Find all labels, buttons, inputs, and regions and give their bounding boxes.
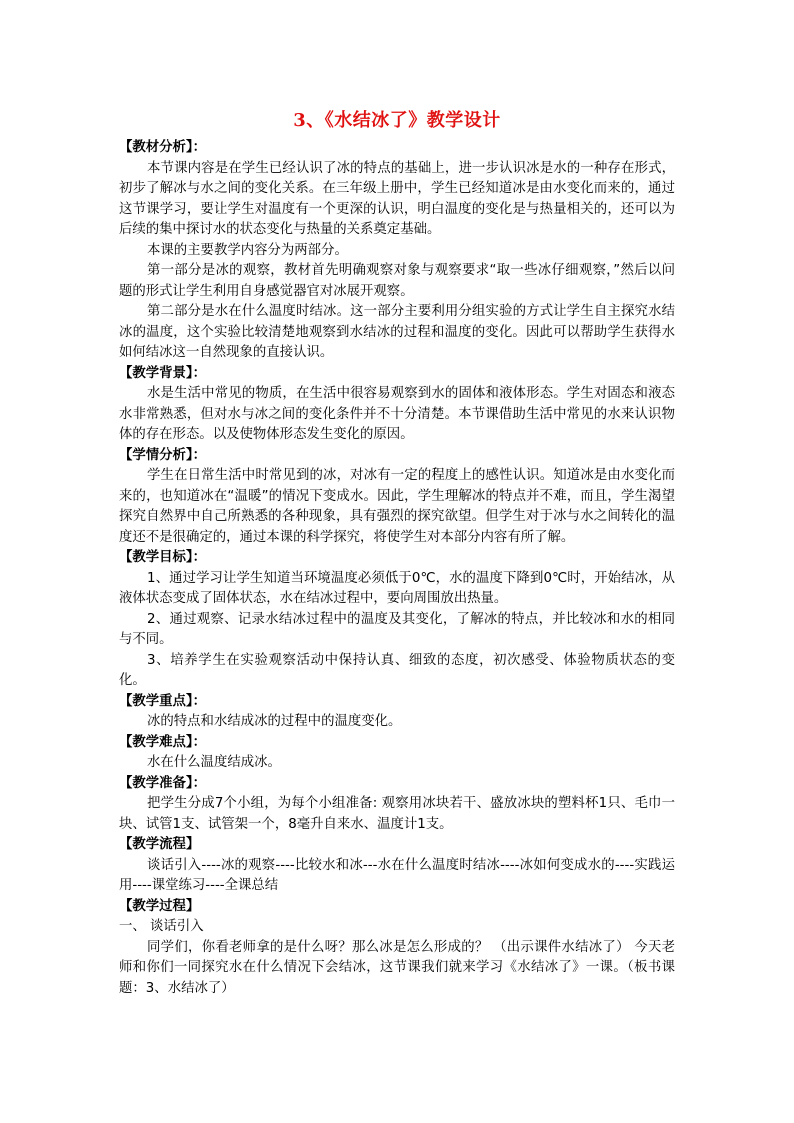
process-subheading: 一、 谈话引入 xyxy=(119,919,204,934)
paragraph: 谈话引入----冰的观察----比较水和冰---水在什么温度时结冰----冰如何变成水的----实践运用----课堂练习----全课总结 xyxy=(119,857,675,893)
paragraph: 第二部分是水在什么温度时结冰。这一部分主要利用分组实验的方式让学生自主探究水结冰的温度，这个实验比较清楚地观察到水结冰的过程和温度的变化。因此可以帮助学生获得水如何结冰这一自然现象的直接认识。 xyxy=(119,304,675,360)
paragraph: 本节课内容是在学生已经认识了冰的特点的基础上，进一步认识冰是水的一种存在形式，初步了解冰与水之间的变化关系。在三年级上册中，学生已经知道冰是由水变化而来的，通过这节课学习，要让学生对温度有一个更深的认识，明白温度的变化是与热量相关的，还可以为后续的集中探讨水的状态变化与热量的关系奠定基础。 xyxy=(119,160,675,237)
section-heading-materials: 【教材分析】： xyxy=(119,140,207,155)
document-title: 3、《水结冰了》教学设计 xyxy=(293,110,501,131)
paragraph: 第一部分是冰的观察，教材首先明确观察对象与观察要求“取一些冰仔细观察，”然后以问题的形式让学生利用自身感觉器官对冰展开观察。 xyxy=(119,263,675,299)
paragraph: 把学生分成7个小组，为每个小组准备: 观察用冰块若干、盛放冰块的塑料杯1只、毛巾一块、试管1支、试管架一个，8毫升自来水、温度计1支。 xyxy=(119,796,675,832)
paragraph: 同学们，你看老师拿的是什么呀？那么冰是怎么形成的？ （出示课件水结冰了） 今天老师和你们一同探究水在什么情况下会结冰，这节课我们就来学习《水结冰了》一课。（板书课题：3、水结冰了） xyxy=(119,939,675,996)
section-heading-background: 【教学背景】： xyxy=(119,365,207,381)
section-heading-process: 【教学过程】 xyxy=(119,898,200,914)
paragraph: 本课的主要教学内容分为两部分。 xyxy=(147,242,348,258)
goal-item: 2、通过观察、记录水结冰过程中的温度及其变化，了解冰的特点，并比较冰和水的相同与不同。 xyxy=(119,611,675,647)
section-heading-goals: 【教学目标】： xyxy=(119,550,207,565)
document-body xyxy=(119,138,675,999)
section-heading-flow: 【教学流程】 xyxy=(119,837,200,852)
paragraph: 冰的特点和水结成冰的过程中的温度变化。 xyxy=(147,714,402,729)
section-heading-learners: 【学情分析】： xyxy=(119,447,207,463)
paragraph: 水是生活中常见的物质，在生活中很容易观察到水的固体和液体形态。学生对固态和液态水非常熟悉，但对水与冰之间的变化条件并不十分清楚。本节课借助生活中常见的水来认识物体的存在形态。以及使物体形态发生变化的原因。 xyxy=(119,386,675,442)
goal-item: 1、通过学习让学生知道当环境温度必须低于0℃，水的温度下降到0℃时，开始结冰，从液体状态变成了固体状态，水在结冰过程中，要向周围放出热量。 xyxy=(119,570,675,606)
section-heading-preparation: 【教学准备】： xyxy=(119,775,207,791)
paragraph: 水在什么温度结成冰。 xyxy=(147,755,281,770)
goal-item: 3、培养学生在实验观察活动中保持认真、细致的态度，初次感受、体验物质状态的变化。 xyxy=(119,652,675,688)
section-heading-keypoints: 【教学重点】： xyxy=(119,693,207,709)
section-heading-difficulties: 【教学难点】： xyxy=(119,734,207,750)
paragraph: 学生在日常生活中时常见到的冰，对冰有一定的程度上的感性认识。知道冰是由水变化而来的，也知道冰在“温暖”的情况下变成水。因此，学生理解冰的特点并不难，而且，学生渴望探究自然界中自己所熟悉的各种现象，具有强烈的探究欲望。但学生对于冰与水之间转化的温度还不是很确定的，通过本课的科学探究，将使学生对本部分内容有所了解。 xyxy=(119,468,675,545)
